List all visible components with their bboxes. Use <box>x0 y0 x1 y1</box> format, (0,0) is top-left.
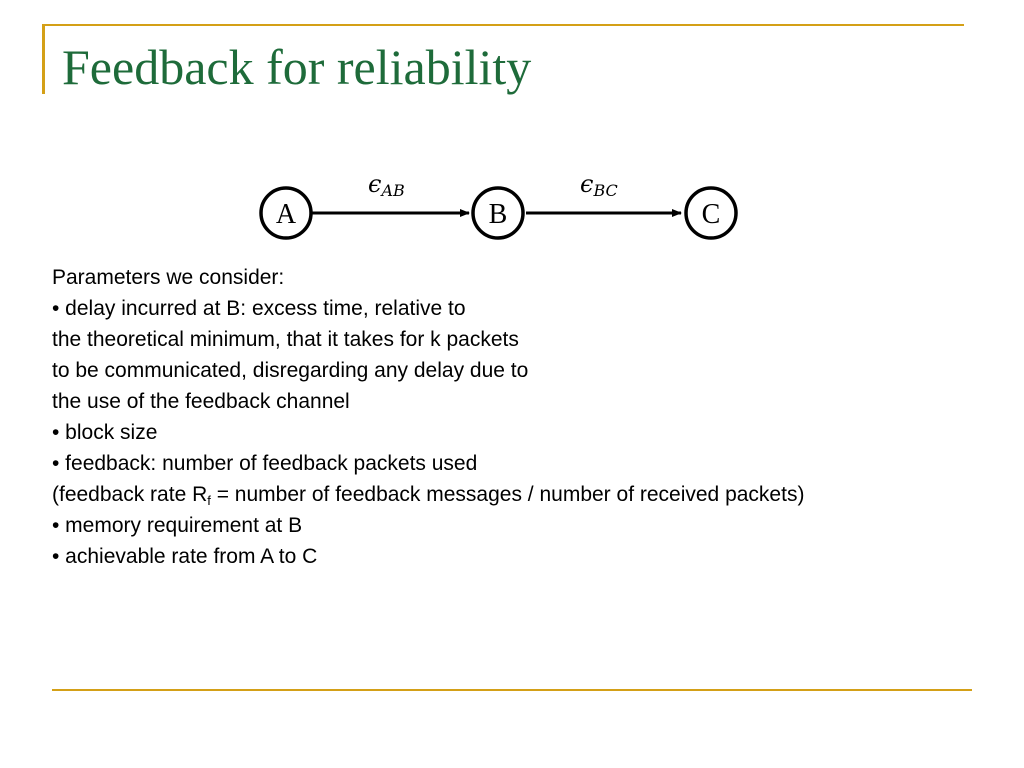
feedback-rate-definition <box>52 479 992 510</box>
node-c-label: C <box>701 199 721 230</box>
bullet-achievable-rate: • achievable rate from A to C <box>52 545 318 568</box>
node-b-label: B <box>488 199 508 230</box>
rate-prefix: (feedback rate R <box>52 483 208 506</box>
node-b <box>473 188 523 238</box>
bottom-rule <box>52 689 972 691</box>
edge-label-epsilon-bc: ϵBC <box>580 170 618 200</box>
edge-a-b <box>309 170 469 213</box>
delay-continuation-3: the use of the feedback channel <box>52 390 350 413</box>
delay-continuation-1: the theoretical minimum, that it takes for k packets <box>52 328 519 351</box>
node-c <box>686 188 736 238</box>
bullet-feedback: • feedback: number of feedback packets used <box>52 452 478 475</box>
delay-continuation-2: to be communicated, disregarding any delay due to <box>52 359 529 382</box>
slide-title: Feedback for reliability <box>62 39 532 95</box>
slide-body <box>52 262 992 572</box>
relay-network-diagram <box>250 165 750 250</box>
edge-b-c <box>526 170 681 213</box>
edge-label-epsilon-ab: ϵAB <box>368 170 405 200</box>
bullet-block-size: • block size <box>52 421 158 444</box>
rate-subscript: f <box>207 493 211 508</box>
left-rule <box>42 24 45 94</box>
rate-suffix: = number of feedback messages / number of received packets) <box>210 483 805 506</box>
top-rule <box>44 24 964 26</box>
node-a <box>261 188 311 238</box>
body-intro-line: Parameters we consider: <box>52 266 285 289</box>
node-a-label: A <box>275 199 297 230</box>
bullet-memory: • memory requirement at B <box>52 514 303 537</box>
bullet-delay: • delay incurred at B: excess time, relative to <box>52 297 466 320</box>
